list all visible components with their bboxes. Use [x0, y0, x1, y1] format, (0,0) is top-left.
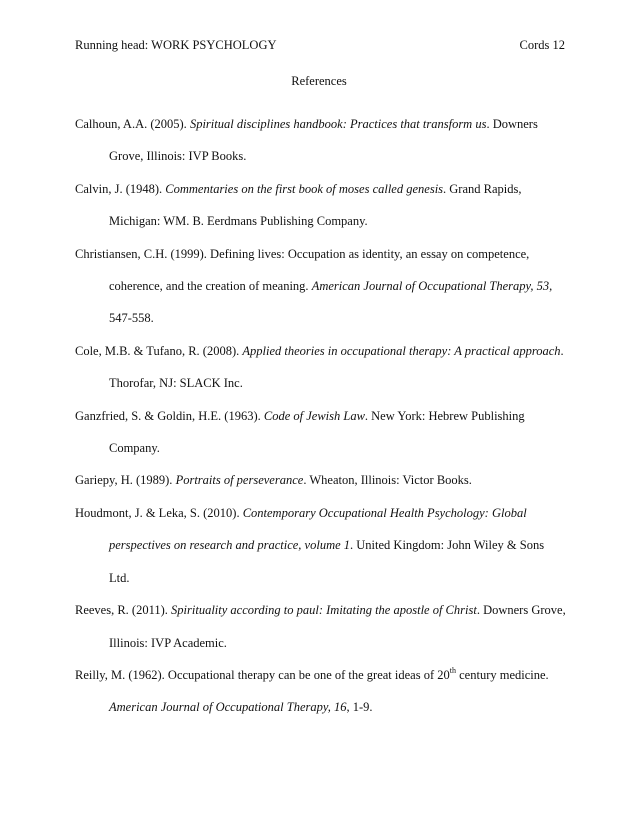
reference-tail: . Wheaton, Illinois: Victor Books.	[303, 473, 472, 488]
reference-entry	[75, 659, 567, 724]
reference-tail: . New York: Hebrew Publishing Company.	[109, 408, 525, 456]
reference-title: Applied theories in occupational therapy: A practical approach	[242, 343, 561, 358]
reference-title: Commentaries on the first book of moses called genesis	[165, 181, 444, 196]
reference-lead: Houdmont, J. & Leka, S. (2010).	[75, 505, 243, 520]
reference-title: Contemporary Occupational Health Psychology: Global perspectives on research and practice, volume 1	[109, 505, 527, 553]
reference-lead: Calhoun, A.A. (2005).	[75, 117, 190, 131]
reference-entry	[75, 464, 567, 496]
reference-title: Spiritual disciplines handbook: Practices that transform us	[189, 117, 487, 131]
reference-title: American Journal of Occupational Therapy, 53	[311, 279, 550, 294]
references-title: References	[291, 74, 347, 88]
reference-entry	[75, 173, 567, 238]
page-number: Cords 12	[519, 38, 565, 52]
running-head: Running head: WORK PSYCHOLOGY	[75, 38, 277, 52]
ordinal-suffix: th	[449, 665, 456, 675]
running-header	[75, 38, 565, 56]
reference-tail: . Grand Rapids, Michigan: WM. B. Eerdmans Publishing Company.	[109, 181, 522, 229]
reference-entry	[75, 108, 567, 173]
reference-tail: . Thorofar, NJ: SLACK Inc.	[109, 343, 564, 391]
reference-lead: Calvin, J. (1948).	[75, 181, 166, 196]
reference-mid: century medicine.	[456, 667, 549, 682]
reference-entry	[75, 238, 567, 335]
reference-title: Portraits of perseverance	[175, 473, 304, 488]
reference-entry	[75, 335, 567, 400]
reference-tail: , 547-558.	[109, 279, 553, 326]
reference-lead: Reilly, M. (1962). Occupational therapy can be one of the great ideas of 20	[75, 667, 450, 682]
reference-title: American Journal of Occupational Therapy, 16	[109, 700, 347, 715]
reference-entry	[75, 594, 567, 659]
reference-entry	[75, 400, 567, 465]
reference-lead: Reeves, R. (2011).	[75, 603, 172, 618]
reference-tail: . Downers Grove, Illinois: IVP Academic.	[109, 603, 566, 650]
reference-tail: . United Kingdom: John Wiley & Sons Ltd.	[109, 538, 545, 585]
reference-lead: Ganzfried, S. & Goldin, H.E. (1963).	[75, 408, 264, 423]
reference-lead: Gariepy, H. (1989).	[75, 473, 176, 488]
reference-tail: . Downers Grove, Illinois: IVP Books.	[109, 117, 538, 164]
reference-tail: , 1-9.	[346, 700, 373, 715]
reference-lead: Cole, M.B. & Tufano, R. (2008).	[75, 343, 243, 358]
reference-title: Spirituality according to paul: Imitating the apostle of Christ	[171, 603, 477, 618]
reference-title: Code of Jewish Law	[263, 408, 365, 423]
reference-entry	[75, 497, 567, 594]
references-list	[75, 108, 567, 724]
reference-lead: Christiansen, C.H. (1999). Defining lives: Occupation as identity, an essay on competence, coherence, and the creation of meaning.	[75, 246, 530, 294]
